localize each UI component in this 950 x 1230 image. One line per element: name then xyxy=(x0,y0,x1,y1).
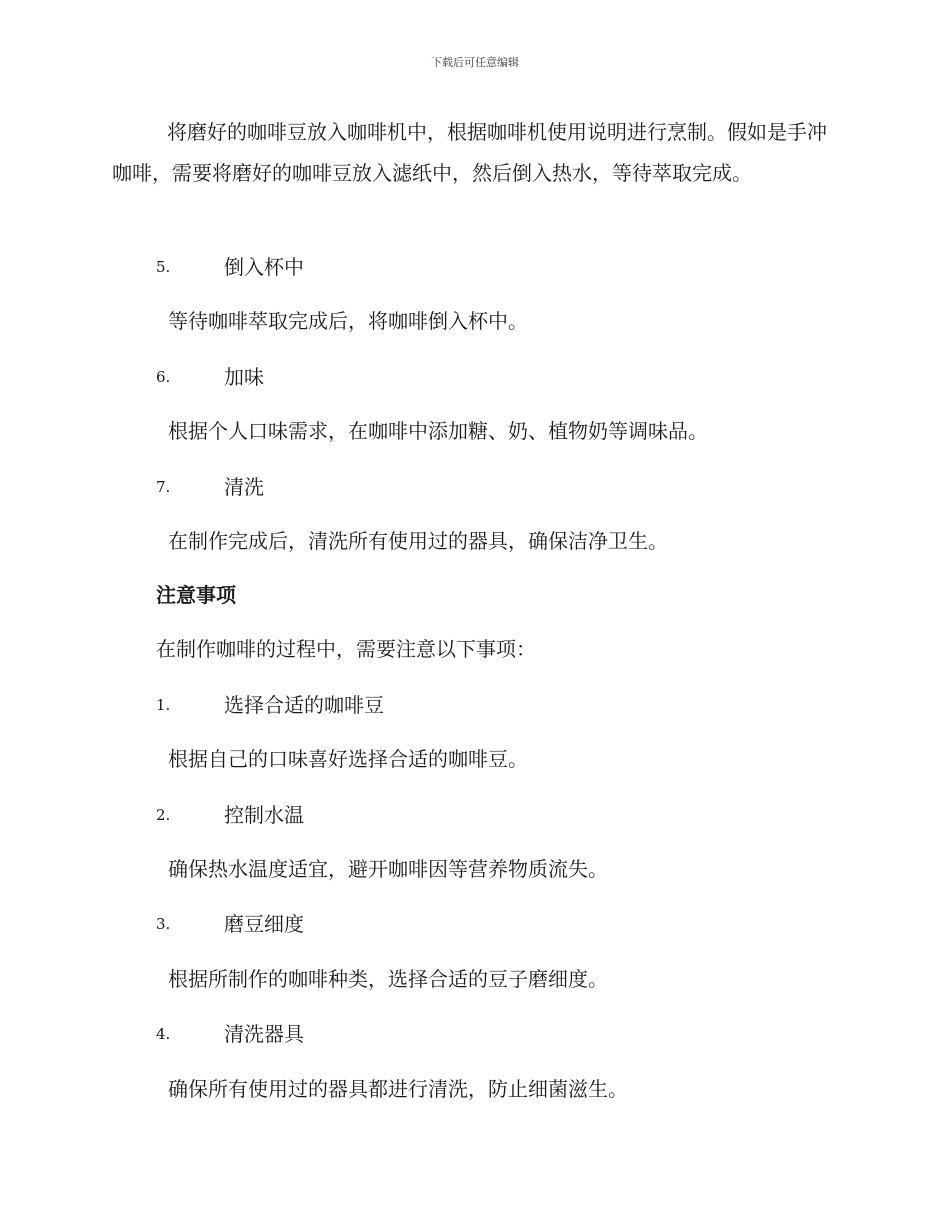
step-number: 5. xyxy=(156,258,171,276)
intro-paragraph: 将磨好的咖啡豆放入咖啡机中，根据咖啡机使用说明进行烹制。假如是手冲咖啡，需要将磨好的咖啡豆放入滤纸中，然后倒入热水，等待萃取完成。 xyxy=(112,120,827,185)
section-intro: 在制作咖啡的过程中，需要注意以下事项： xyxy=(156,637,536,661)
note-description: 根据所制作的咖啡种类，选择合适的豆子磨细度。 xyxy=(168,967,608,991)
note-description: 确保所有使用过的器具都进行清洗，防止细菌滋生。 xyxy=(168,1077,628,1101)
note-description: 根据自己的口味喜好选择合适的咖啡豆。 xyxy=(168,747,528,771)
step-title: 清洗 xyxy=(224,475,264,499)
note-title: 控制水温 xyxy=(224,803,304,827)
page-header: 下载后可任意编辑 xyxy=(431,56,519,69)
note-title: 清洗器具 xyxy=(224,1022,304,1046)
step-description: 等待咖啡萃取完成后，将咖啡倒入杯中。 xyxy=(168,309,528,333)
step-title: 加味 xyxy=(224,365,264,389)
note-number: 1. xyxy=(156,696,171,714)
section-title: 注意事项 xyxy=(156,583,236,607)
note-description: 确保热水温度适宜，避开咖啡因等营养物质流失。 xyxy=(168,857,608,881)
note-number: 4. xyxy=(156,1025,171,1043)
step-number: 6. xyxy=(156,368,171,386)
step-description: 在制作完成后，清洗所有使用过的器具，确保洁净卫生。 xyxy=(168,529,668,553)
note-number: 3. xyxy=(156,915,171,933)
note-title: 选择合适的咖啡豆 xyxy=(224,693,384,717)
note-number: 2. xyxy=(156,806,171,824)
step-title: 倒入杯中 xyxy=(224,255,304,279)
step-description: 根据个人口味需求，在咖啡中添加糖、奶、植物奶等调味品。 xyxy=(168,419,708,443)
note-title: 磨豆细度 xyxy=(224,912,304,936)
step-number: 7. xyxy=(156,478,171,496)
